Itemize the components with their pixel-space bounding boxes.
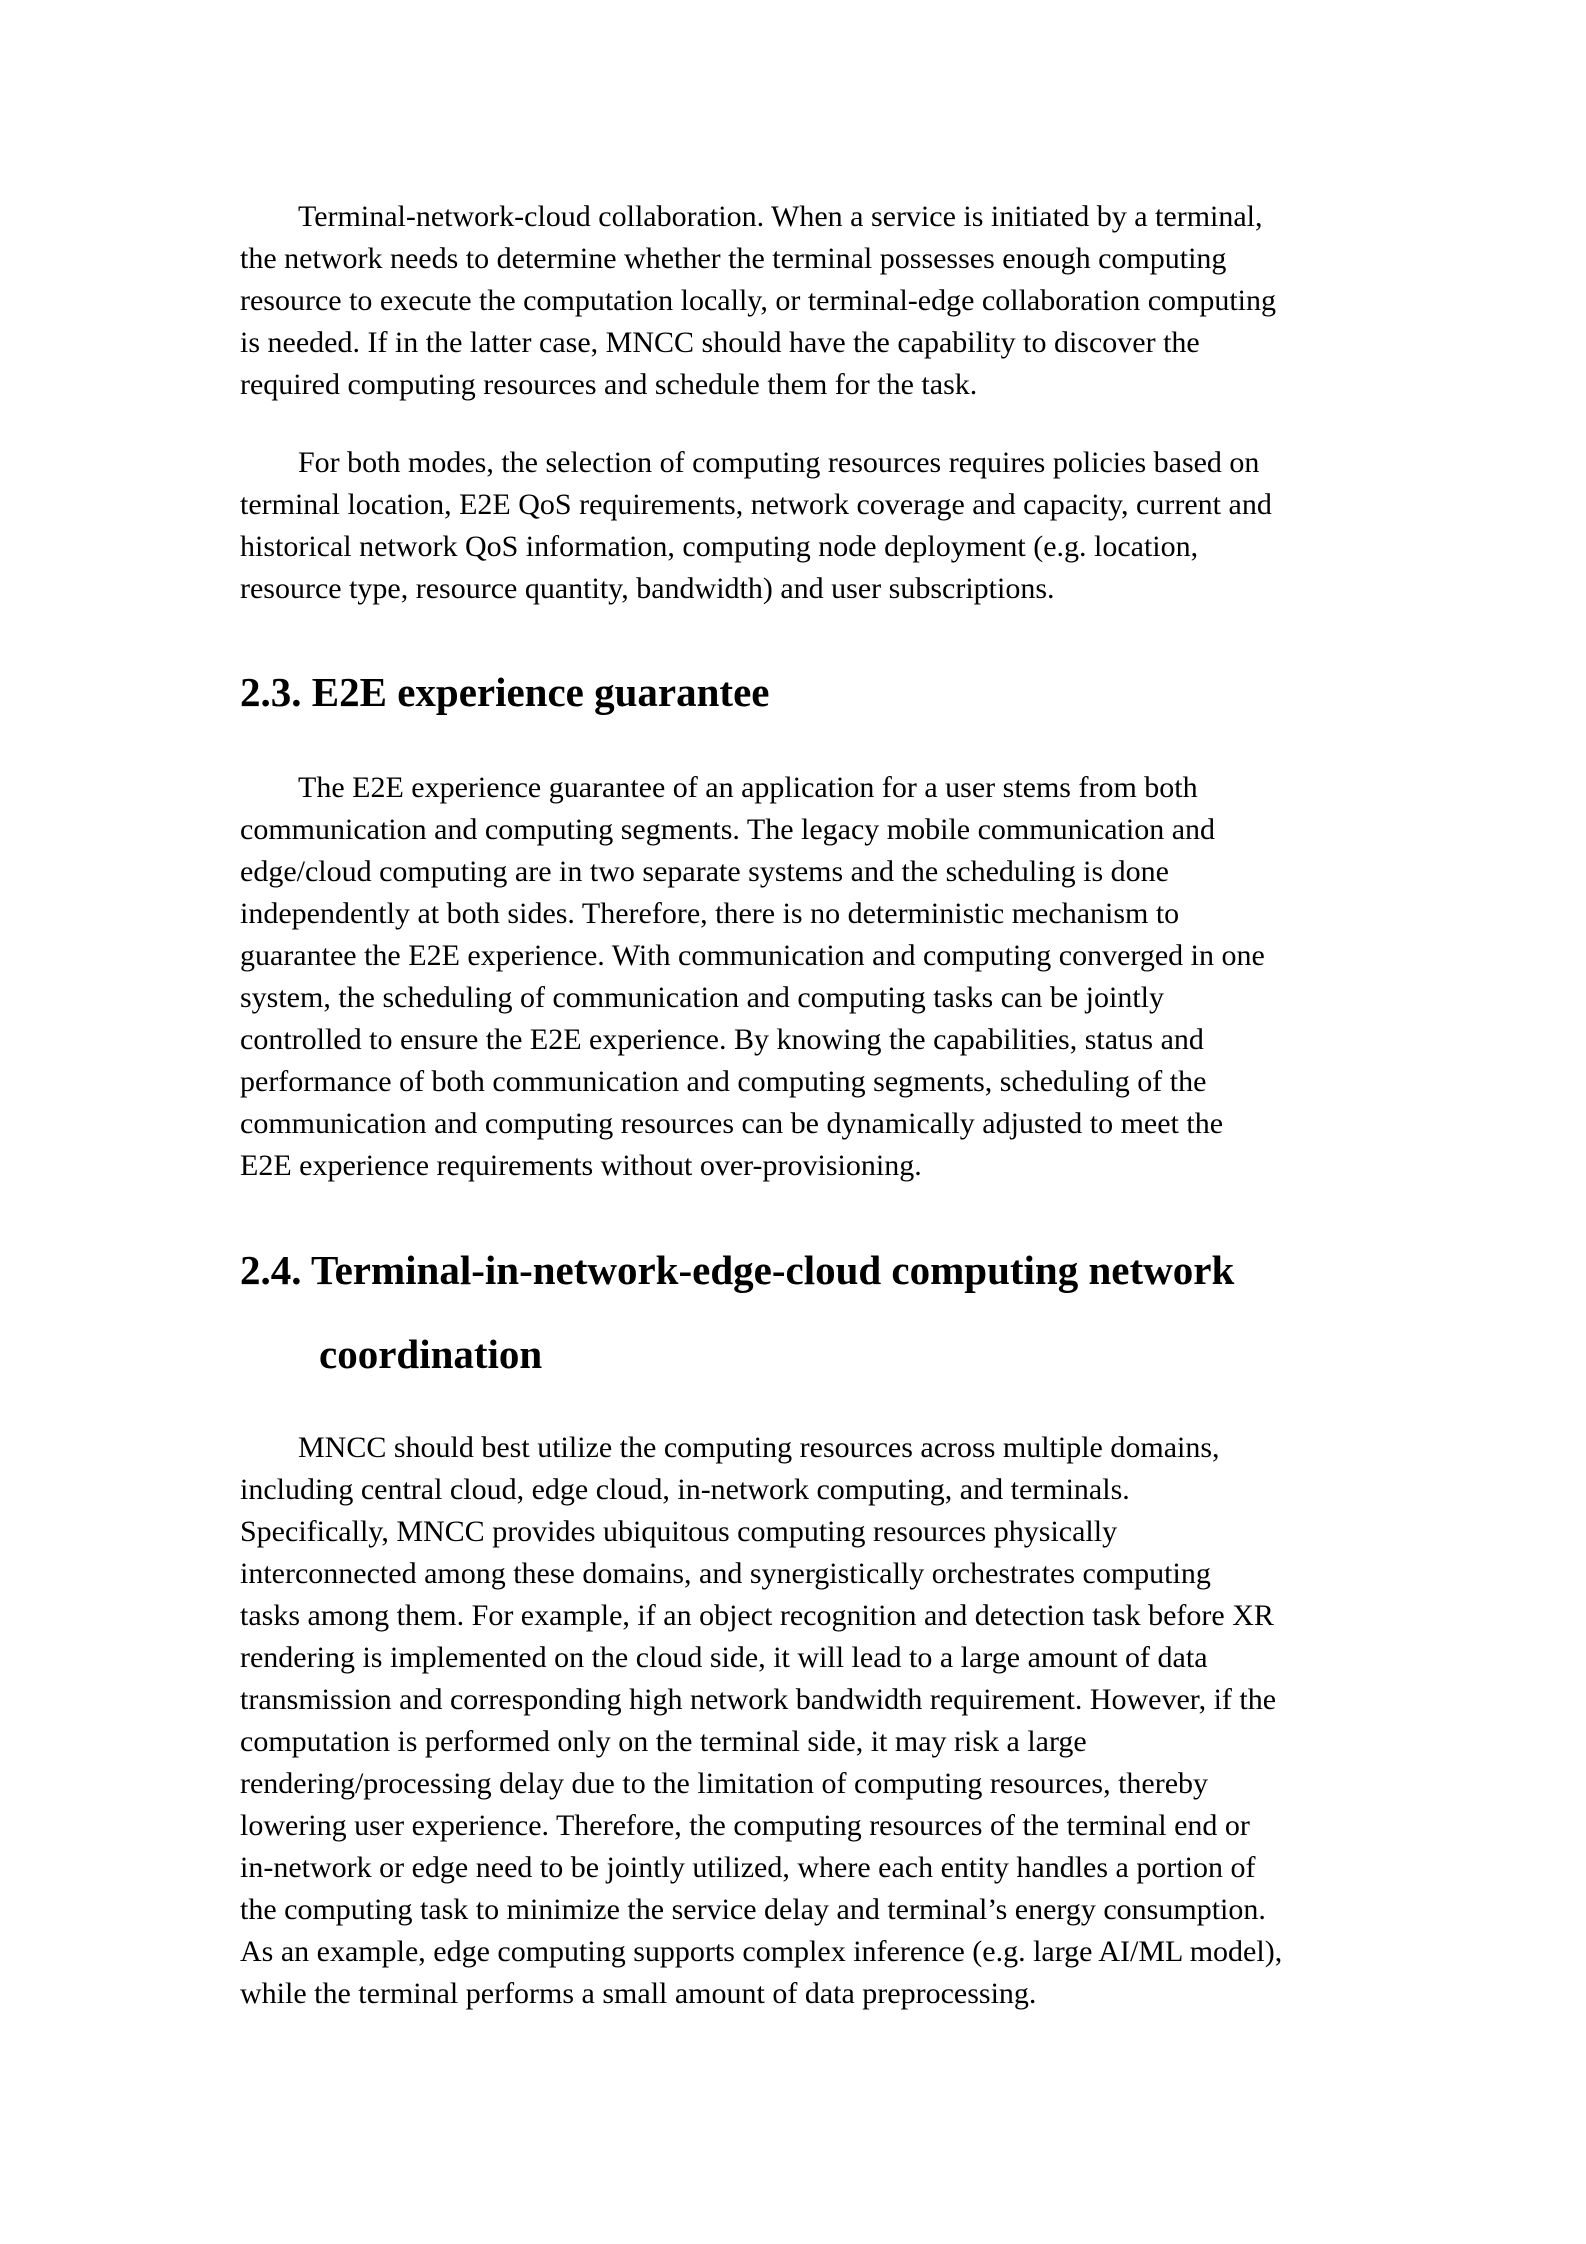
text-line: historical network QoS information, computing node deployment (e.g. location, <box>240 530 1199 563</box>
text-line: E2E experience requirements without over-provisioning. <box>240 1149 922 1182</box>
paragraph-terminal-network-cloud <box>240 196 1360 406</box>
text-line: lowering user experience. Therefore, the computing resources of the terminal end or <box>240 1809 1250 1842</box>
section-heading-2-3 <box>240 650 769 734</box>
text-line: guarantee the E2E experience. With communication and computing converged in one <box>240 939 1265 972</box>
paragraph-mncc-domains <box>240 1427 1360 2015</box>
text-line: edge/cloud computing are in two separate systems and the scheduling is done <box>240 855 1169 888</box>
text-line: For both modes, the selection of computing resources requires policies based on <box>298 446 1260 479</box>
heading-line: 2.3. E2E experience guarantee <box>240 669 770 715</box>
text-line: Specifically, MNCC provides ubiquitous computing resources physically <box>240 1515 1118 1548</box>
text-line: transmission and corresponding high network bandwidth requirement. However, if the <box>240 1683 1277 1716</box>
text-line: controlled to ensure the E2E experience. By knowing the capabilities, status and <box>240 1023 1204 1056</box>
text-line: computation is performed only on the terminal side, it may risk a large <box>240 1725 1087 1758</box>
text-line: resource type, resource quantity, bandwidth) and user subscriptions. <box>240 572 1055 605</box>
heading-line: 2.4. Terminal-in-network-edge-cloud computing network <box>240 1247 1235 1293</box>
text-line: is needed. If in the latter case, MNCC should have the capability to discover the <box>240 326 1200 359</box>
text-line: rendering/processing delay due to the limitation of computing resources, thereby <box>240 1767 1209 1800</box>
text-line: Terminal-network-cloud collaboration. When a service is initiated by a terminal, <box>298 200 1263 233</box>
text-line: independently at both sides. Therefore, there is no deterministic mechanism to <box>240 897 1180 930</box>
paragraph-e2e-experience <box>240 767 1360 1187</box>
text-line: communication and computing segments. The legacy mobile communication and <box>240 813 1216 846</box>
paragraph-both-modes <box>240 442 1360 610</box>
text-line: tasks among them. For example, if an object recognition and detection task before XR <box>240 1599 1274 1632</box>
text-line: system, the scheduling of communication and computing tasks can be jointly <box>240 981 1164 1014</box>
text-line: while the terminal performs a small amount of data preprocessing. <box>240 1977 1037 2010</box>
text-line: The E2E experience guarantee of an application for a user stems from both <box>298 771 1198 804</box>
text-line: terminal location, E2E QoS requirements, network coverage and capacity, current and <box>240 488 1272 521</box>
text-line: rendering is implemented on the cloud side, it will lead to a large amount of data <box>240 1641 1208 1674</box>
text-line: required computing resources and schedule them for the task. <box>240 368 978 401</box>
text-line: performance of both communication and computing segments, scheduling of the <box>240 1065 1207 1098</box>
text-line: communication and computing resources can be dynamically adjusted to meet the <box>240 1107 1224 1140</box>
text-line: MNCC should best utilize the computing resources across multiple domains, <box>298 1431 1220 1464</box>
text-line: including central cloud, edge cloud, in-network computing, and terminals. <box>240 1473 1130 1506</box>
section-heading-2-4 <box>240 1228 1234 1396</box>
text-line: the network needs to determine whether the terminal possesses enough computing <box>240 242 1227 275</box>
text-line: resource to execute the computation locally, or terminal-edge collaboration computing <box>240 284 1277 317</box>
text-line: the computing task to minimize the service delay and terminal’s energy consumption. <box>240 1893 1266 1926</box>
text-line: in-network or edge need to be jointly utilized, where each entity handles a portion of <box>240 1851 1256 1884</box>
heading-line: coordination <box>319 1331 543 1377</box>
text-line: interconnected among these domains, and synergistically orchestrates computing <box>240 1557 1211 1590</box>
text-line: As an example, edge computing supports complex inference (e.g. large AI/ML model), <box>240 1935 1283 1968</box>
